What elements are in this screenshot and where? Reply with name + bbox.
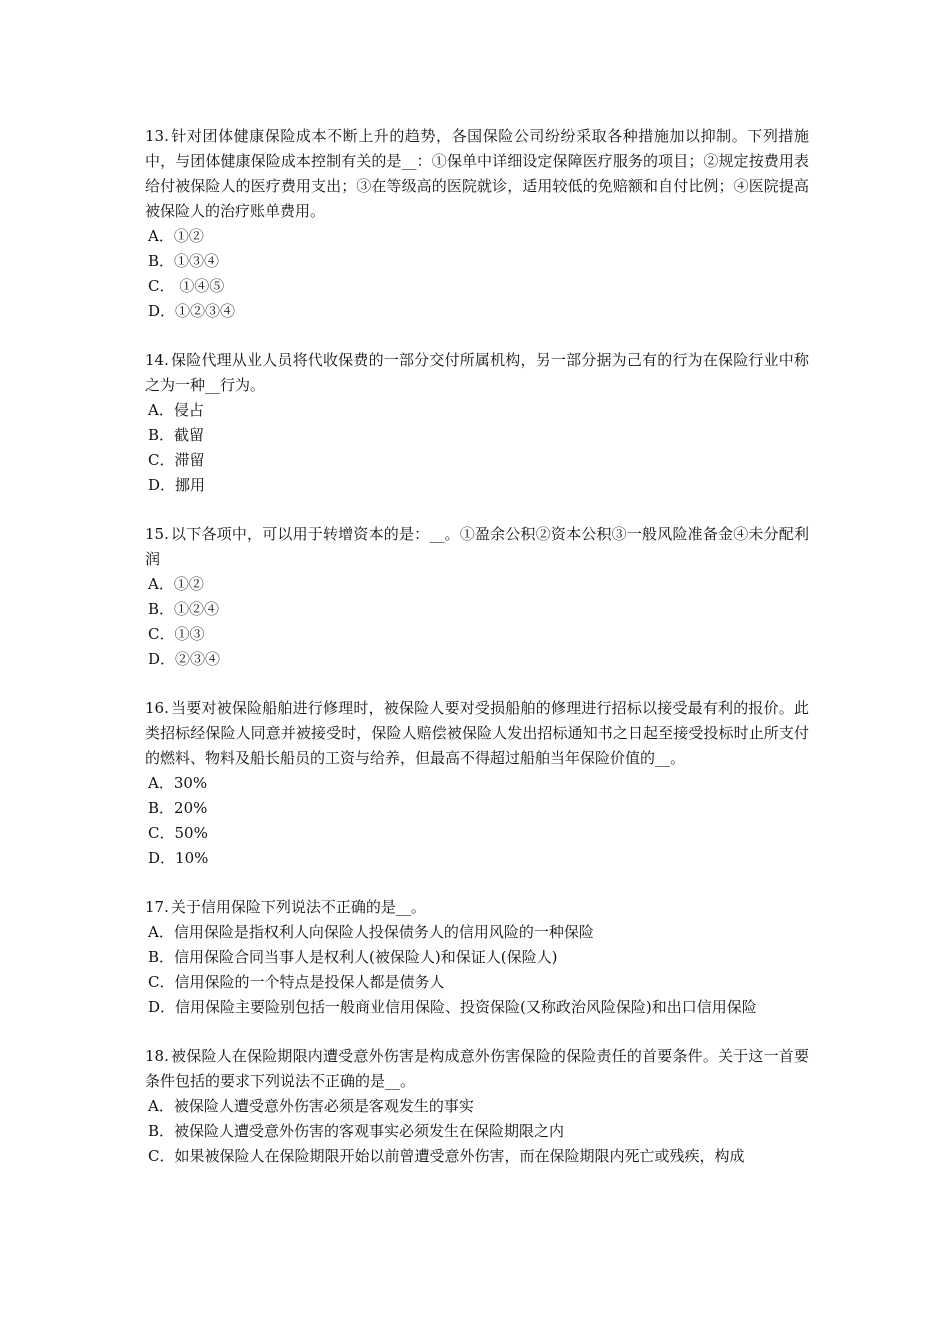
option-b: B．20%	[148, 799, 208, 817]
question-text: 针对团体健康保险成本不断上升的趋势，各国保险公司纷纷采取各种措施加以抑制。下列措施中，与团体健康保险成本控制有关的是__：①保单中详细设定保障医疗服务的项目；②规定按费用表给付被保险人的医疗费用支出；③在等级高的医院就诊，适用较低的免赔额和自付比例；④医院提高被保险人的治疗账单费用。	[145, 127, 809, 220]
question-17	[145, 895, 809, 1020]
question-stem	[145, 124, 809, 224]
question-number: 14.	[145, 351, 169, 369]
question-number: 13.	[145, 127, 169, 145]
option-d: D．①②③④	[148, 302, 236, 320]
option-b: B．①③④	[148, 252, 220, 270]
question-text: 被保险人在保险期限内遭受意外伤害是构成意外伤害保险的保险责任的首要条件。关于这一首要条件包括的要求下列说法不正确的是__。	[145, 1047, 809, 1090]
question-stem	[145, 895, 809, 920]
question-stem	[145, 1044, 809, 1094]
question-stem	[145, 696, 809, 771]
question-stem	[145, 522, 809, 572]
option-d: D．10%	[148, 849, 209, 867]
question-text: 当要对被保险船舶进行修理时，被保险人要对受损船舶的修理进行招标以接受最有利的报价。此类招标经保险人同意并被接受时，保险人赔偿被保险人发出招标通知书之日起至接受投标时止所支付的燃料、物料及船长船员的工资与给养，但最高不得超过船舶当年保险价值的__。	[145, 699, 809, 767]
option-b: B．①②④	[148, 600, 220, 618]
question-text: 关于信用保险下列说法不正确的是__。	[170, 898, 426, 916]
question-stem	[145, 348, 809, 398]
option-c: C．50%	[148, 824, 208, 842]
question-number: 15.	[145, 525, 169, 543]
option-a: A．侵占	[148, 401, 204, 419]
question-14	[145, 348, 809, 498]
option-d: D．挪用	[148, 476, 206, 494]
option-d: D．信用保险主要险别包括一般商业信用保险、投资保险(又称政治风险保险)和出口信用保险	[148, 998, 757, 1016]
option-c: C． ①④⑤	[148, 277, 225, 295]
option-c: C．滞留	[148, 451, 205, 469]
option-a: A．30%	[148, 774, 208, 792]
option-b: B．被保险人遭受意外伤害的客观事实必须发生在保险期限之内	[148, 1122, 565, 1140]
question-15	[145, 522, 809, 672]
question-number: 18.	[145, 1047, 169, 1065]
question-number: 16.	[145, 699, 169, 717]
option-a: A．信用保险是指权利人向保险人投保债务人的信用风险的一种保险	[148, 923, 594, 941]
option-d: D．②③④	[148, 650, 221, 668]
question-number: 17.	[145, 898, 169, 916]
question-13	[145, 124, 809, 324]
question-text: 保险代理从业人员将代收保费的一部分交付所属机构，另一部分据为己有的行为在保险行业中称之为一种__行为。	[145, 351, 809, 394]
option-b: B．信用保险合同当事人是权利人(被保险人)和保证人(保险人)	[148, 948, 558, 966]
option-a: A．被保险人遭受意外伤害必须是客观发生的事实	[148, 1097, 474, 1115]
question-18	[145, 1044, 809, 1169]
option-c: C．如果被保险人在保险期限开始以前曾遭受意外伤害，而在保险期限内死亡或残疾，构成	[148, 1147, 745, 1165]
option-a: A．①②	[148, 575, 204, 593]
question-text: 以下各项中，可以用于转增资本的是：__。①盈余公积②资本公积③一般风险准备金④未分配利润	[145, 525, 809, 568]
option-a: A．①②	[148, 227, 204, 245]
question-16	[145, 696, 809, 871]
document-page	[145, 124, 809, 1193]
option-c: C．信用保险的一个特点是投保人都是债务人	[148, 973, 445, 991]
option-c: C．①③	[148, 625, 205, 643]
option-b: B．截留	[148, 426, 205, 444]
